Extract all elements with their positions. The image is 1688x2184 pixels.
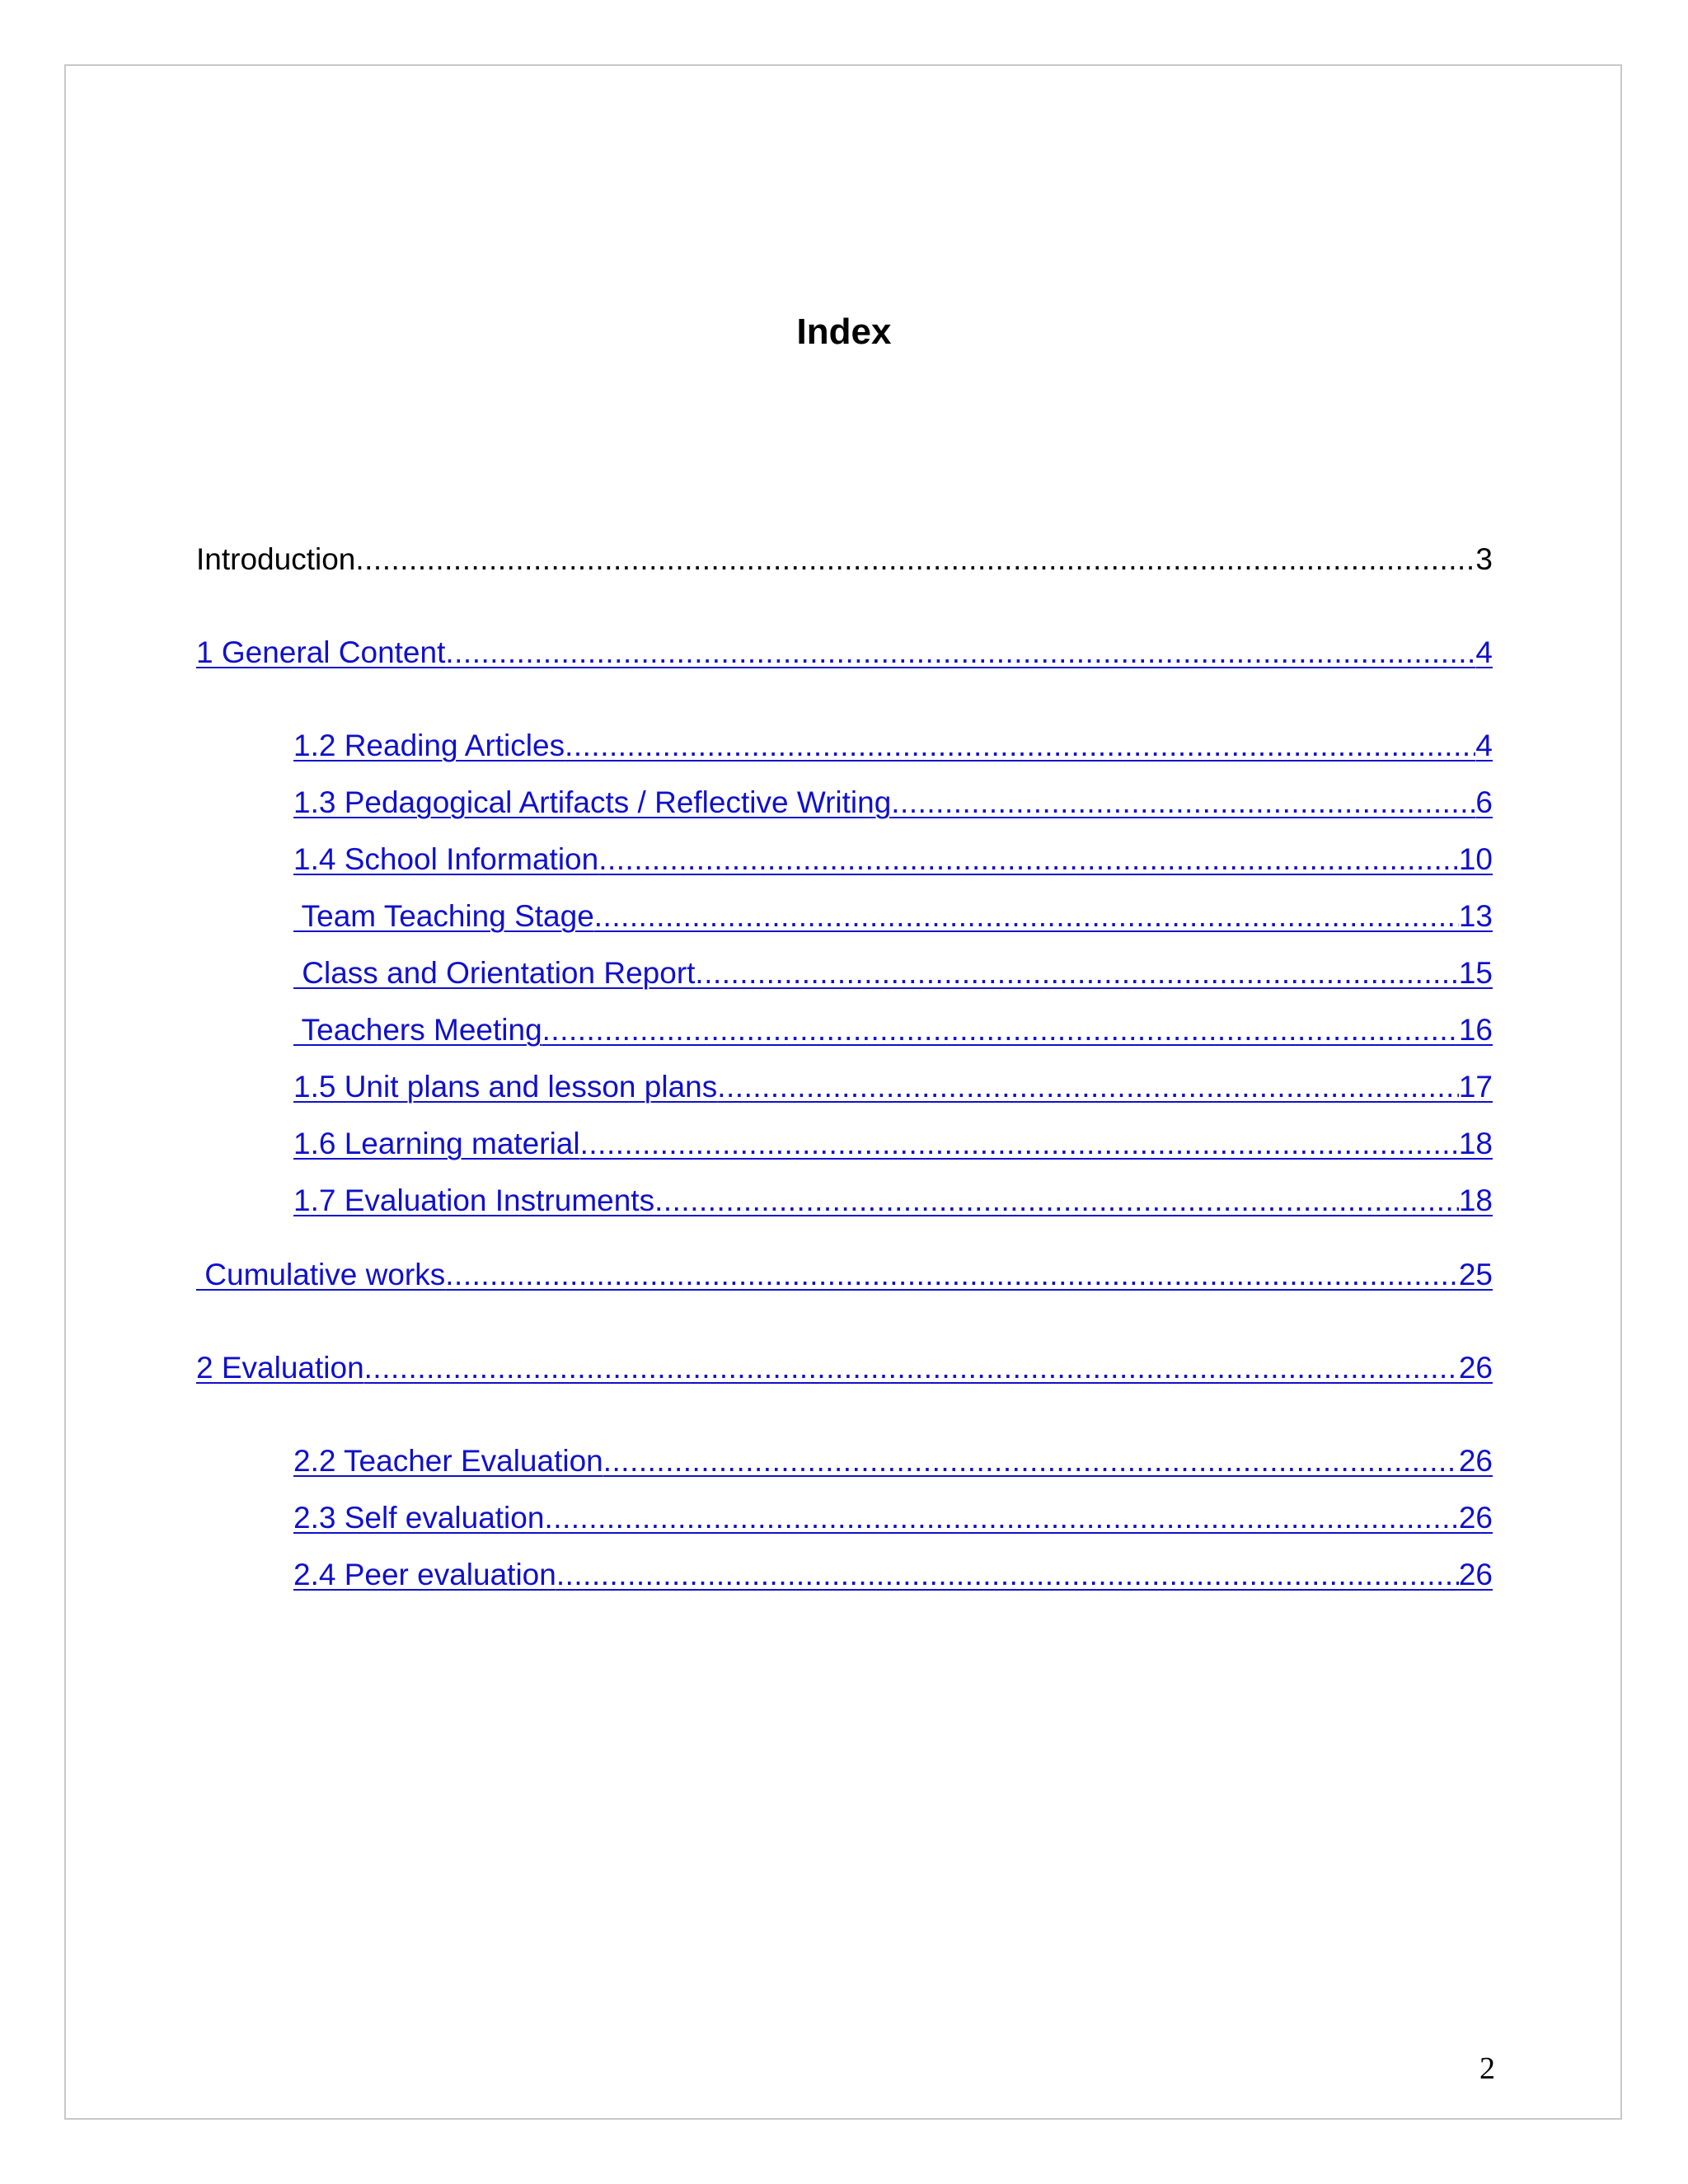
- toc-leader-dots: [556, 1554, 1459, 1596]
- toc-leader-dots: [603, 1440, 1459, 1483]
- toc-entry-evaluation[interactable]: [196, 1347, 1493, 1390]
- toc-entry-page: 26: [1458, 1351, 1493, 1385]
- toc-leader-dots: [891, 781, 1475, 824]
- toc-entry-label: 2.4 Peer evaluation: [293, 1558, 556, 1591]
- table-of-contents: [196, 0, 1493, 2184]
- toc-entry-page: 13: [1458, 899, 1493, 933]
- toc-entry-label: 2.2 Teacher Evaluation: [293, 1444, 603, 1478]
- toc-entry-school-information[interactable]: [293, 838, 1493, 881]
- page-title: Index: [796, 312, 892, 352]
- toc-entry-page: 15: [1458, 956, 1493, 990]
- toc-entry-label: 2 Evaluation: [196, 1351, 364, 1385]
- toc-entry-page: 26: [1458, 1558, 1493, 1591]
- page-number: 2: [1479, 2051, 1495, 2086]
- toc-entry-team-teaching-stage[interactable]: [293, 895, 1493, 938]
- toc-leader-dots: [542, 1009, 1459, 1052]
- toc-entry-label: 1.2 Reading Articles: [293, 729, 565, 762]
- toc-entry-label: 1.5 Unit plans and lesson plans: [293, 1070, 718, 1104]
- toc-entry-teachers-meeting[interactable]: [293, 1009, 1493, 1052]
- toc-entry-cumulative-works[interactable]: [196, 1254, 1493, 1296]
- toc-entry-page: 3: [1475, 542, 1493, 576]
- toc-entry-label: Teachers Meeting: [293, 1013, 542, 1047]
- toc-leader-dots: [565, 724, 1475, 767]
- toc-entry-evaluation-instruments[interactable]: [293, 1179, 1493, 1222]
- toc-leader-dots: [717, 1066, 1459, 1108]
- toc-entry-label: 1.7 Evaluation Instruments: [293, 1183, 655, 1217]
- toc-entry-label: 1.3 Pedagogical Artifacts / Reflective Writing: [293, 785, 892, 819]
- toc-entry-page: 4: [1475, 729, 1493, 762]
- toc-entry-page: 18: [1458, 1127, 1493, 1160]
- toc-entry-page: 26: [1458, 1444, 1493, 1478]
- toc-leader-dots: [445, 1254, 1459, 1296]
- toc-entry-general-content[interactable]: [196, 631, 1493, 674]
- toc-entry-page: 6: [1475, 785, 1493, 819]
- toc-entry-label: 1.4 School Information: [293, 842, 599, 876]
- toc-entry-learning-material[interactable]: [293, 1122, 1493, 1165]
- toc-entry-label: 1.6 Learning material: [293, 1127, 580, 1160]
- toc-leader-dots: [654, 1179, 1459, 1222]
- toc-entry-self-evaluation[interactable]: [293, 1497, 1493, 1540]
- toc-leader-dots: [594, 895, 1459, 938]
- toc-leader-dots: [445, 631, 1475, 674]
- toc-leader-dots: [598, 838, 1459, 881]
- toc-leader-dots: [364, 1347, 1459, 1390]
- toc-entry-teacher-evaluation[interactable]: [293, 1440, 1493, 1483]
- toc-entry-label: Cumulative works: [196, 1258, 446, 1291]
- toc-entry-unit-lesson-plans[interactable]: [293, 1066, 1493, 1108]
- toc-entry-pedagogical-artifacts[interactable]: [293, 781, 1493, 824]
- toc-entry-page: 25: [1458, 1258, 1493, 1291]
- toc-entry-page: 16: [1458, 1013, 1493, 1047]
- toc-entry-page: 4: [1475, 635, 1493, 669]
- toc-entry-label: 2.3 Self evaluation: [293, 1501, 545, 1535]
- toc-entry-peer-evaluation[interactable]: [293, 1554, 1493, 1596]
- toc-entry-class-orientation-report[interactable]: [293, 952, 1493, 995]
- toc-entry-label: 1 General Content: [196, 635, 446, 669]
- toc-entry-page: 10: [1458, 842, 1493, 876]
- toc-entry-label: Introduction: [196, 542, 356, 576]
- toc-entry-page: 26: [1458, 1501, 1493, 1535]
- toc-entry-page: 18: [1458, 1183, 1493, 1217]
- toc-entry-label: Team Teaching Stage: [293, 899, 594, 933]
- toc-leader-dots: [355, 538, 1475, 581]
- toc-entry-introduction[interactable]: [196, 538, 1493, 581]
- toc-entry-reading-articles[interactable]: [293, 724, 1493, 767]
- toc-leader-dots: [695, 952, 1458, 995]
- toc-leader-dots: [544, 1497, 1458, 1540]
- toc-leader-dots: [580, 1122, 1459, 1165]
- toc-entry-page: 17: [1458, 1070, 1493, 1104]
- toc-entry-label: Class and Orientation Report: [293, 956, 696, 990]
